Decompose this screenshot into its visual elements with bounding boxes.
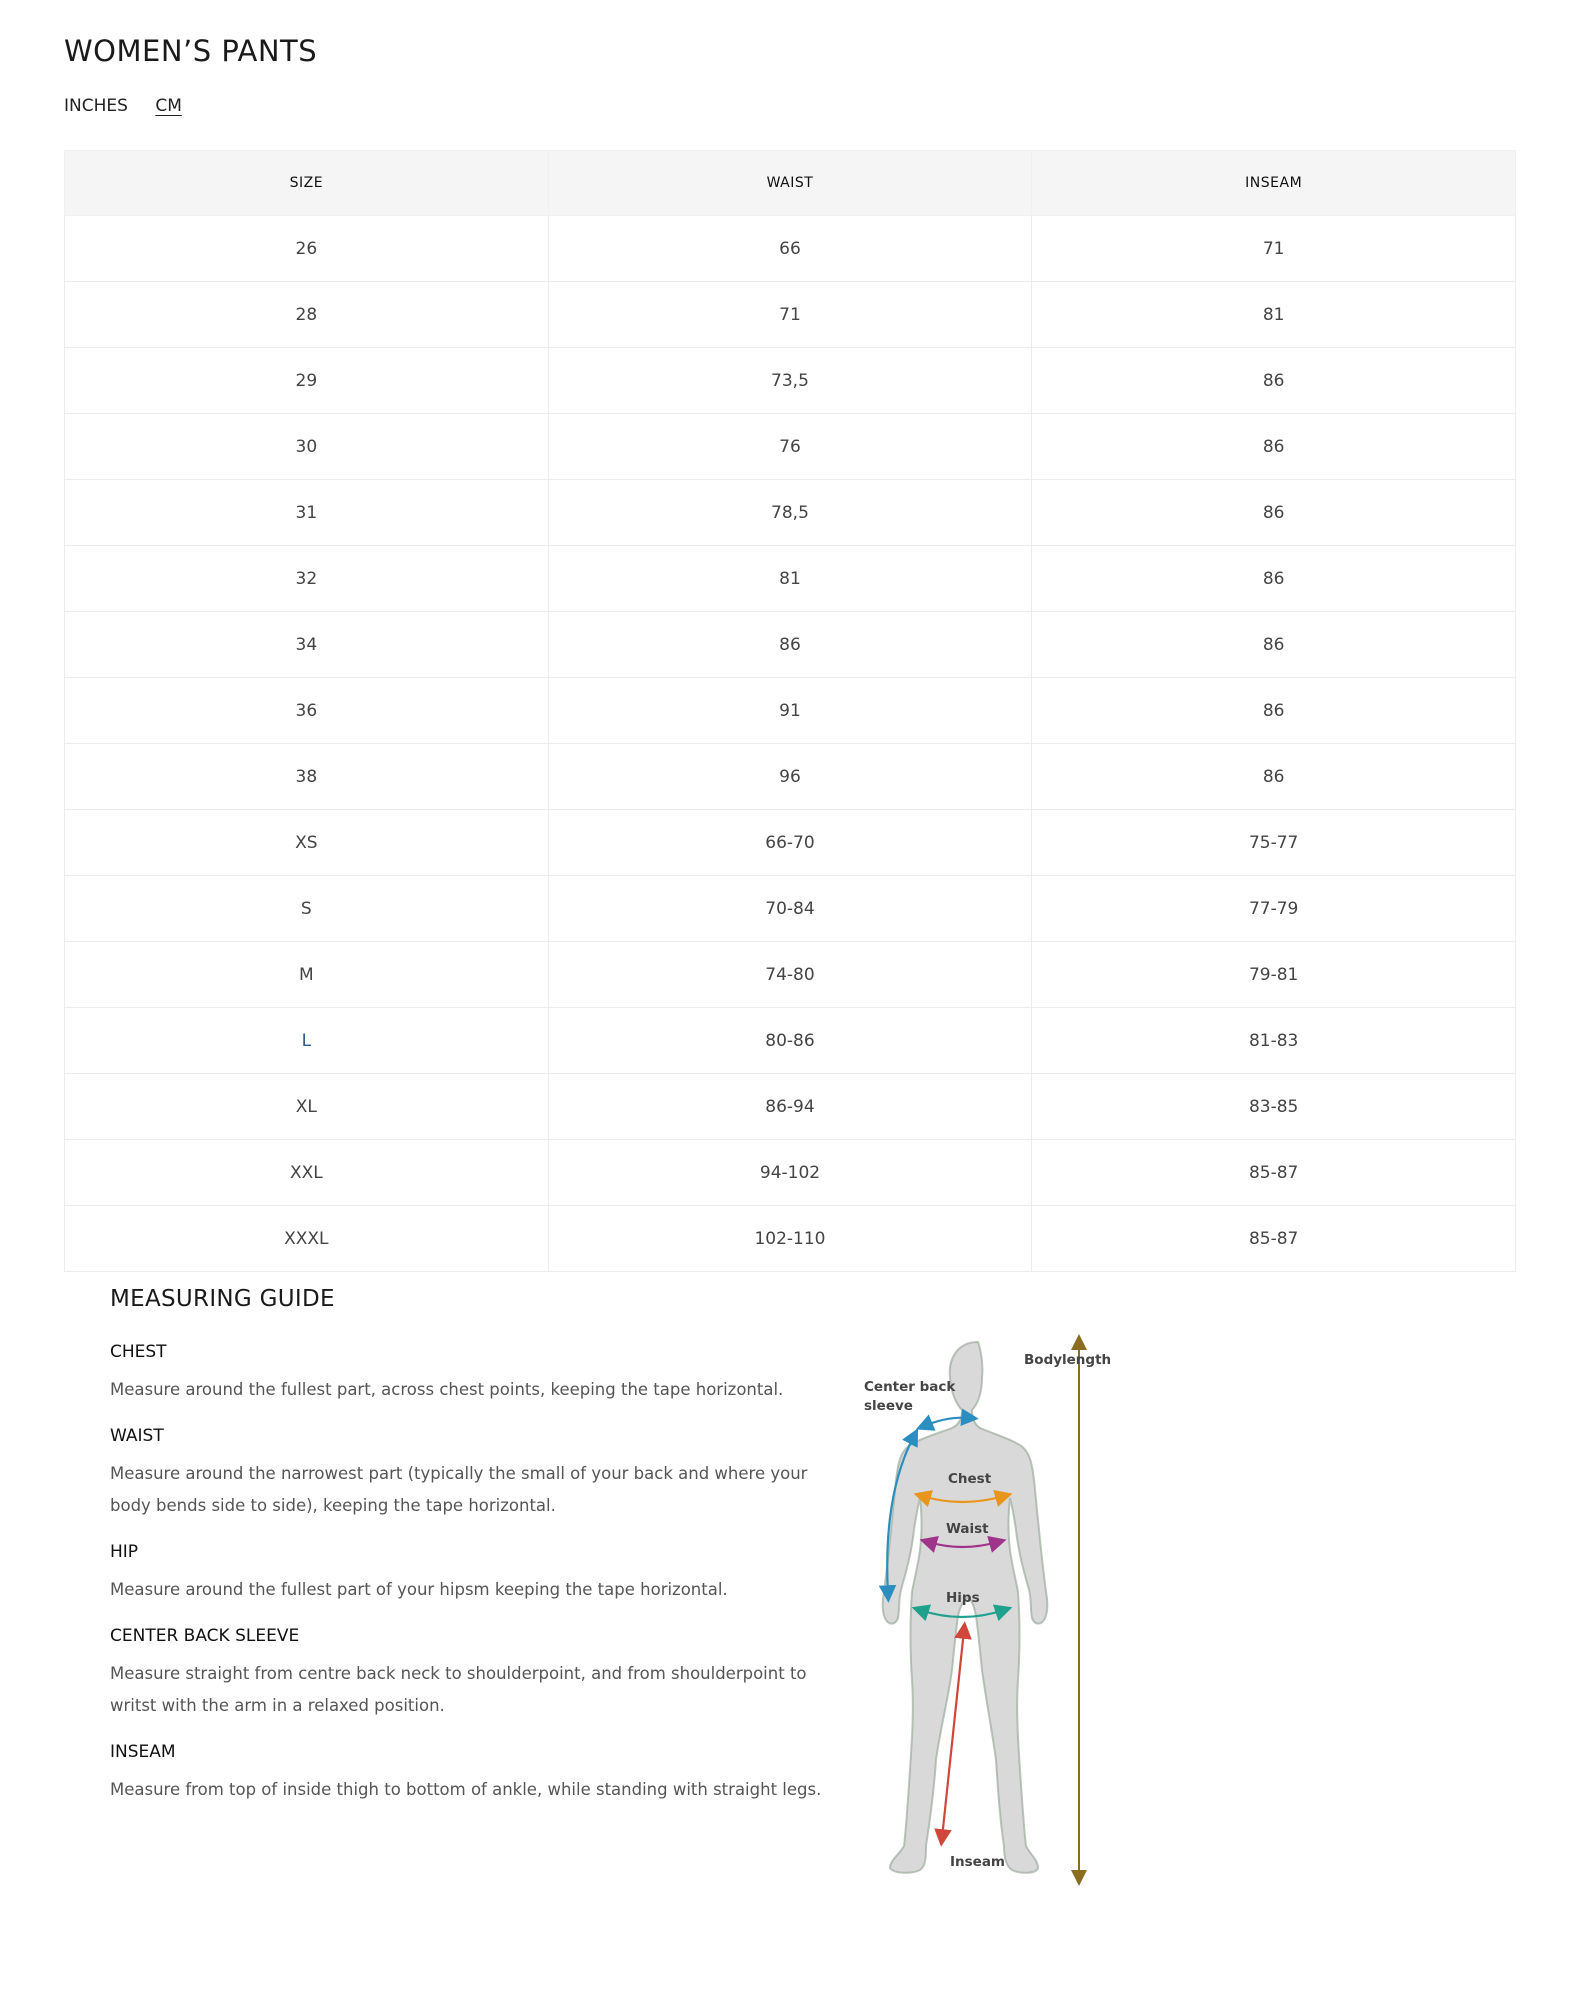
inseam-cell: 86 xyxy=(1032,744,1516,810)
size-cell: 34 xyxy=(65,612,549,678)
table-row xyxy=(65,282,1516,348)
size-cell: 30 xyxy=(65,414,549,480)
guide-items xyxy=(110,1342,830,1806)
inseam-cell: 81-83 xyxy=(1032,1008,1516,1074)
label-bodylength: Bodylength xyxy=(1024,1352,1112,1368)
table-row xyxy=(65,810,1516,876)
size-cell: XXXL xyxy=(65,1206,549,1272)
header-size: SIZE xyxy=(65,151,549,216)
size-cell: S xyxy=(65,876,549,942)
table-row xyxy=(65,612,1516,678)
inseam-cell: 86 xyxy=(1032,612,1516,678)
size-cell: L xyxy=(65,1008,549,1074)
size-cell: 26 xyxy=(65,216,549,282)
inseam-cell: 86 xyxy=(1032,546,1516,612)
table-row xyxy=(65,1140,1516,1206)
table-row xyxy=(65,414,1516,480)
inseam-cell: 86 xyxy=(1032,678,1516,744)
guide-item-text: Measure straight from centre back neck to shoulderpoint, and from shoulderpoint to writst with the arm in a relaxed position. xyxy=(110,1664,807,1715)
table-row xyxy=(65,1008,1516,1074)
body-silhouette xyxy=(883,1342,1048,1873)
body-diagram xyxy=(840,1330,1130,1890)
table-row xyxy=(65,942,1516,1008)
inseam-cell: 86 xyxy=(1032,480,1516,546)
size-cell: 32 xyxy=(65,546,549,612)
size-table xyxy=(64,150,1516,1272)
table-row xyxy=(65,1206,1516,1272)
table-row xyxy=(65,678,1516,744)
waist-cell: 70-84 xyxy=(548,876,1032,942)
waist-cell: 76 xyxy=(548,414,1032,480)
table-row xyxy=(65,744,1516,810)
waist-cell: 80-86 xyxy=(548,1008,1032,1074)
waist-cell: 86 xyxy=(548,612,1032,678)
guide-title: MEASURING GUIDE xyxy=(110,1286,335,1312)
label-center-back-2: sleeve xyxy=(864,1398,913,1414)
size-cell: 38 xyxy=(65,744,549,810)
table-row xyxy=(65,348,1516,414)
inseam-cell: 77-79 xyxy=(1032,876,1516,942)
waist-cell: 96 xyxy=(548,744,1032,810)
guide-item-text: Measure around the fullest part, across chest points, keeping the tape horizontal. xyxy=(110,1380,784,1399)
measuring-figure xyxy=(840,1330,1130,1890)
unit-inches-option[interactable]: INCHES xyxy=(64,96,128,116)
waist-cell: 91 xyxy=(548,678,1032,744)
guide-item-heading: WAIST xyxy=(110,1426,164,1446)
inseam-cell: 81 xyxy=(1032,282,1516,348)
label-waist: Waist xyxy=(946,1521,989,1537)
label-center-back-1: Center back xyxy=(864,1379,956,1395)
guide-item-text: Measure around the fullest part of your hipsm keeping the tape horizontal. xyxy=(110,1580,728,1599)
waist-cell: 81 xyxy=(548,546,1032,612)
table-body xyxy=(65,216,1516,1272)
inseam-cell: 85-87 xyxy=(1032,1140,1516,1206)
table-header-row xyxy=(65,151,1516,216)
inseam-cell: 71 xyxy=(1032,216,1516,282)
waist-cell: 73,5 xyxy=(548,348,1032,414)
inseam-cell: 86 xyxy=(1032,414,1516,480)
label-inseam: Inseam xyxy=(950,1854,1006,1870)
label-chest: Chest xyxy=(948,1471,992,1487)
table-row xyxy=(65,546,1516,612)
header-waist: WAIST xyxy=(548,151,1032,216)
inseam-cell: 75-77 xyxy=(1032,810,1516,876)
size-cell: XL xyxy=(65,1074,549,1140)
size-cell: M xyxy=(65,942,549,1008)
inseam-cell: 79-81 xyxy=(1032,942,1516,1008)
inseam-cell: 85-87 xyxy=(1032,1206,1516,1272)
table-row xyxy=(65,876,1516,942)
header-inseam: INSEAM xyxy=(1032,151,1516,216)
waist-cell: 78,5 xyxy=(548,480,1032,546)
guide-item-heading: CHEST xyxy=(110,1342,167,1362)
guide-item-heading: CENTER BACK SLEEVE xyxy=(110,1626,300,1646)
unit-toggle xyxy=(64,96,204,116)
measuring-guide xyxy=(110,1286,830,1826)
table-row xyxy=(65,216,1516,282)
table-row xyxy=(65,480,1516,546)
size-cell: 28 xyxy=(65,282,549,348)
inseam-cell: 86 xyxy=(1032,348,1516,414)
size-cell: 29 xyxy=(65,348,549,414)
waist-cell: 86-94 xyxy=(548,1074,1032,1140)
unit-cm-option[interactable]: CM xyxy=(155,96,182,116)
size-cell: 31 xyxy=(65,480,549,546)
waist-cell: 71 xyxy=(548,282,1032,348)
guide-item-heading: HIP xyxy=(110,1542,139,1562)
waist-cell: 102-110 xyxy=(548,1206,1032,1272)
label-hips: Hips xyxy=(946,1590,980,1606)
inseam-cell: 83-85 xyxy=(1032,1074,1516,1140)
waist-cell: 66 xyxy=(548,216,1032,282)
waist-cell: 66-70 xyxy=(548,810,1032,876)
page-title: WOMEN’S PANTS xyxy=(64,34,318,68)
guide-item-text: Measure from top of inside thigh to bottom of ankle, while standing with straight legs. xyxy=(110,1780,822,1799)
guide-item-heading: INSEAM xyxy=(110,1742,176,1762)
guide-item-text: Measure around the narrowest part (typically the small of your back and where your body bends side to side), keeping the tape horizontal. xyxy=(110,1464,808,1515)
size-cell: XXL xyxy=(65,1140,549,1206)
table-row xyxy=(65,1074,1516,1140)
waist-cell: 94-102 xyxy=(548,1140,1032,1206)
waist-cell: 74-80 xyxy=(548,942,1032,1008)
size-cell: XS xyxy=(65,810,549,876)
size-cell: 36 xyxy=(65,678,549,744)
